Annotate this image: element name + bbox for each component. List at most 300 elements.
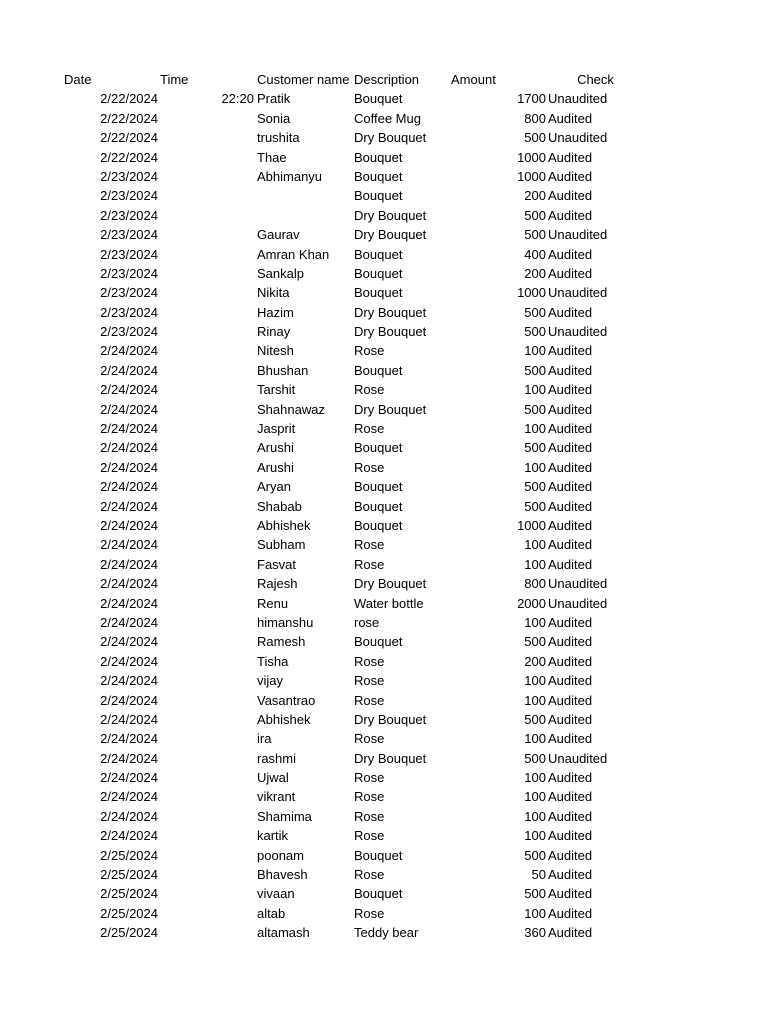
description-cell[interactable]: Bouquet (354, 634, 403, 650)
customer-name-cell[interactable]: Nikita (257, 285, 290, 301)
customer-name-cell[interactable]: Abhishek (257, 711, 311, 727)
time-cell[interactable] (160, 419, 254, 438)
description-cell[interactable]: Bouquet (354, 168, 403, 184)
time-cell[interactable] (160, 438, 254, 457)
check-cell[interactable]: Unaudited (548, 750, 608, 766)
date-cell[interactable]: 2/22/2024 (100, 130, 158, 146)
header-amount: Amount (451, 72, 496, 87)
customer-name-cell[interactable]: altab (257, 905, 286, 921)
time-cell[interactable] (160, 749, 254, 768)
description-cell[interactable]: Rose (354, 459, 385, 475)
description-cell[interactable]: Bouquet (354, 91, 403, 107)
description-cell[interactable]: Bouquet (354, 149, 403, 165)
description-cell[interactable]: Rose (354, 770, 385, 786)
check-cell[interactable]: Audited (548, 265, 593, 281)
date-cell[interactable]: 2/24/2024 (100, 828, 158, 844)
time-cell[interactable] (160, 729, 254, 748)
time-cell[interactable] (160, 380, 254, 399)
customer-name-cell[interactable]: Abhimanyu (257, 168, 323, 184)
check-cell[interactable]: Audited (548, 149, 593, 165)
header-time: Time (160, 72, 189, 87)
customer-name-cell[interactable]: Rinay (257, 324, 291, 340)
amount-cell[interactable]: 200 (524, 653, 546, 669)
amount-cell[interactable]: 500 (524, 886, 546, 902)
date-cell[interactable]: 2/25/2024 (100, 886, 158, 902)
header-check: Check (577, 72, 614, 87)
check-cell[interactable]: Audited (548, 440, 593, 456)
amount-cell[interactable]: 500 (524, 227, 546, 243)
amount-cell[interactable]: 100 (524, 731, 546, 747)
customer-name-cell[interactable] (257, 186, 352, 205)
date-cell[interactable]: 2/24/2024 (100, 711, 158, 727)
table-row (64, 535, 624, 554)
check-cell[interactable]: Audited (548, 789, 593, 805)
description-cell[interactable]: Dry Bouquet (354, 576, 427, 592)
time-cell[interactable] (160, 148, 254, 167)
customer-name-cell[interactable]: Subham (257, 537, 306, 553)
date-cell[interactable]: 2/23/2024 (100, 304, 158, 320)
customer-name-cell[interactable]: Tarshit (257, 382, 296, 398)
date-cell[interactable]: 2/24/2024 (100, 401, 158, 417)
customer-name-cell[interactable]: Shamima (257, 808, 312, 824)
description-cell[interactable]: Bouquet (354, 265, 403, 281)
amount-cell[interactable]: 500 (524, 634, 546, 650)
time-cell[interactable]: 22:20 (221, 91, 254, 107)
time-cell[interactable] (160, 768, 254, 787)
date-cell[interactable]: 2/24/2024 (100, 498, 158, 514)
check-cell[interactable]: Audited (548, 421, 593, 437)
amount-cell[interactable]: 50 (531, 867, 546, 883)
customer-name-cell[interactable]: vivaan (257, 886, 295, 902)
table-row (64, 283, 624, 302)
description-cell[interactable]: Dry Bouquet (354, 324, 427, 340)
customer-name-cell[interactable]: altamash (257, 925, 310, 941)
time-cell[interactable] (160, 826, 254, 845)
check-cell[interactable]: Unaudited (548, 130, 608, 146)
description-cell[interactable]: Dry Bouquet (354, 750, 427, 766)
date-cell[interactable]: 2/24/2024 (100, 653, 158, 669)
amount-cell[interactable]: 500 (524, 498, 546, 514)
amount-cell[interactable]: 500 (524, 362, 546, 378)
amount-cell[interactable]: 500 (524, 711, 546, 727)
time-cell[interactable] (160, 574, 254, 593)
check-cell[interactable]: Audited (548, 207, 593, 223)
amount-cell[interactable]: 500 (524, 130, 546, 146)
customer-name-cell[interactable]: Vasantrao (257, 692, 316, 708)
check-cell[interactable]: Audited (548, 634, 593, 650)
description-cell[interactable]: Rose (354, 828, 385, 844)
customer-name-cell[interactable]: Bhushan (257, 362, 309, 378)
date-cell[interactable]: 2/24/2024 (100, 789, 158, 805)
description-cell[interactable]: Dry Bouquet (354, 711, 427, 727)
check-cell[interactable]: Audited (548, 401, 593, 417)
customer-name-cell[interactable]: Thae (257, 149, 287, 165)
date-cell[interactable]: 2/24/2024 (100, 537, 158, 553)
date-cell[interactable]: 2/23/2024 (100, 324, 158, 340)
date-cell[interactable]: 2/24/2024 (100, 343, 158, 359)
check-cell[interactable]: Audited (548, 828, 593, 844)
amount-cell[interactable]: 500 (524, 304, 546, 320)
description-cell[interactable]: Rose (354, 692, 385, 708)
description-cell[interactable]: Water bottle (354, 595, 424, 611)
date-cell[interactable]: 2/23/2024 (100, 168, 158, 184)
date-cell[interactable]: 2/24/2024 (100, 692, 158, 708)
table-row (64, 477, 624, 496)
date-cell[interactable]: 2/25/2024 (100, 867, 158, 883)
customer-name-cell[interactable]: ira (257, 731, 272, 747)
customer-name-cell[interactable]: Fasvat (257, 556, 297, 572)
check-cell[interactable]: Audited (548, 479, 593, 495)
table-row (64, 671, 624, 690)
date-cell[interactable]: 2/24/2024 (100, 750, 158, 766)
date-cell[interactable]: 2/24/2024 (100, 634, 158, 650)
description-cell[interactable]: Dry Bouquet (354, 130, 427, 146)
check-cell[interactable]: Audited (548, 168, 593, 184)
check-cell[interactable]: Audited (548, 362, 593, 378)
date-cell[interactable]: 2/24/2024 (100, 808, 158, 824)
time-cell[interactable] (160, 128, 254, 147)
amount-cell[interactable]: 1000 (517, 149, 546, 165)
date-cell[interactable]: 2/22/2024 (100, 91, 158, 107)
check-cell[interactable]: Audited (548, 925, 593, 941)
description-cell[interactable]: Rose (354, 789, 385, 805)
date-cell[interactable]: 2/23/2024 (100, 246, 158, 262)
description-cell[interactable]: Dry Bouquet (354, 227, 427, 243)
date-cell[interactable]: 2/22/2024 (100, 110, 158, 126)
customer-name-cell[interactable]: trushita (257, 130, 300, 146)
time-cell[interactable] (160, 555, 254, 574)
table-row (64, 904, 624, 923)
header-description: Description (354, 72, 420, 87)
description-cell[interactable]: Rose (354, 653, 385, 669)
table-row (64, 148, 624, 167)
date-cell[interactable]: 2/24/2024 (100, 673, 158, 689)
customer-name-cell[interactable]: Gaurav (257, 227, 300, 243)
description-cell[interactable]: Bouquet (354, 362, 403, 378)
time-cell[interactable] (160, 264, 254, 283)
amount-cell[interactable]: 100 (524, 673, 546, 689)
customer-name-cell[interactable]: Ujwal (257, 770, 289, 786)
date-cell[interactable]: 2/24/2024 (100, 459, 158, 475)
amount-cell[interactable]: 100 (524, 828, 546, 844)
time-cell[interactable] (160, 283, 254, 302)
customer-name-cell[interactable]: Nitesh (257, 343, 294, 359)
check-cell[interactable]: Audited (548, 382, 593, 398)
check-cell[interactable]: Audited (548, 847, 593, 863)
date-cell[interactable]: 2/22/2024 (100, 149, 158, 165)
description-cell[interactable]: Bouquet (354, 498, 403, 514)
time-cell[interactable] (160, 613, 254, 632)
amount-cell[interactable]: 1000 (517, 285, 546, 301)
description-cell[interactable]: Bouquet (354, 517, 403, 533)
amount-cell[interactable]: 100 (524, 556, 546, 572)
description-cell[interactable]: Rose (354, 867, 385, 883)
description-cell[interactable]: Bouquet (354, 479, 403, 495)
description-cell[interactable]: Teddy bear (354, 925, 419, 941)
time-cell[interactable] (160, 361, 254, 380)
time-cell[interactable] (160, 535, 254, 554)
amount-cell[interactable]: 500 (524, 479, 546, 495)
amount-cell[interactable]: 100 (524, 614, 546, 630)
table-row (64, 884, 624, 903)
time-cell[interactable] (160, 904, 254, 923)
time-cell[interactable] (160, 497, 254, 516)
time-cell[interactable] (160, 341, 254, 360)
table-row (64, 264, 624, 283)
customer-name-cell[interactable]: Bhavesh (257, 867, 308, 883)
amount-cell[interactable]: 100 (524, 459, 546, 475)
header-customer-name: Customer name (257, 72, 350, 87)
date-cell[interactable]: 2/23/2024 (100, 207, 158, 223)
check-cell[interactable]: Audited (548, 110, 593, 126)
time-cell[interactable] (160, 245, 254, 264)
time-cell[interactable] (160, 846, 254, 865)
amount-cell[interactable]: 500 (524, 440, 546, 456)
amount-cell[interactable]: 800 (524, 576, 546, 592)
time-cell[interactable] (160, 632, 254, 651)
amount-cell[interactable]: 100 (524, 905, 546, 921)
time-cell[interactable] (160, 477, 254, 496)
time-cell[interactable] (160, 516, 254, 535)
check-cell[interactable]: Audited (548, 905, 593, 921)
amount-cell[interactable]: 100 (524, 343, 546, 359)
customer-name-cell[interactable]: Renu (257, 595, 289, 611)
table-row (64, 438, 624, 457)
date-cell[interactable]: 2/23/2024 (100, 285, 158, 301)
header-date: Date (64, 72, 92, 87)
description-cell[interactable]: Rose (354, 382, 385, 398)
description-cell[interactable]: Rose (354, 808, 385, 824)
date-cell[interactable]: 2/24/2024 (100, 479, 158, 495)
amount-cell[interactable]: 200 (524, 188, 546, 204)
table-row (64, 206, 624, 225)
amount-cell[interactable]: 400 (524, 246, 546, 262)
check-cell[interactable]: Audited (548, 886, 593, 902)
description-cell[interactable]: rose (354, 614, 380, 630)
time-cell[interactable] (160, 167, 254, 186)
customer-name-cell[interactable]: poonam (257, 847, 304, 863)
table-row (64, 768, 624, 787)
table-row (64, 167, 624, 186)
date-cell[interactable]: 2/24/2024 (100, 731, 158, 747)
description-cell[interactable]: Rose (354, 421, 385, 437)
table-row (64, 458, 624, 477)
time-cell[interactable] (160, 787, 254, 806)
description-cell[interactable]: Rose (354, 556, 385, 572)
description-cell[interactable]: Dry Bouquet (354, 207, 427, 223)
check-cell[interactable]: Unaudited (548, 91, 608, 107)
amount-cell[interactable]: 1000 (517, 168, 546, 184)
amount-cell[interactable]: 100 (524, 421, 546, 437)
date-cell[interactable]: 2/25/2024 (100, 905, 158, 921)
customer-name-cell[interactable]: himanshu (257, 614, 314, 630)
customer-name-cell[interactable]: Arushi (257, 459, 294, 475)
customer-name-cell[interactable]: Aryan (257, 479, 291, 495)
customer-name-cell[interactable]: Ramesh (257, 634, 306, 650)
date-cell[interactable]: 2/24/2024 (100, 595, 158, 611)
description-cell[interactable]: Dry Bouquet (354, 401, 427, 417)
customer-name-cell[interactable]: Jasprit (257, 421, 296, 437)
time-cell[interactable] (160, 923, 254, 942)
customer-name-cell[interactable]: Amran Khan (257, 246, 330, 262)
table-row (64, 574, 624, 593)
time-cell[interactable] (160, 303, 254, 322)
customer-name-cell[interactable]: Shabab (257, 498, 302, 514)
check-cell[interactable]: Unaudited (548, 595, 608, 611)
date-cell[interactable]: 2/24/2024 (100, 770, 158, 786)
check-cell[interactable]: Unaudited (548, 576, 608, 592)
customer-name-cell[interactable]: Sankalp (257, 265, 304, 281)
time-cell[interactable] (160, 865, 254, 884)
table-row (64, 497, 624, 516)
time-cell[interactable] (160, 206, 254, 225)
customer-name-cell[interactable]: Tisha (257, 653, 289, 669)
header-row (64, 70, 624, 89)
time-cell[interactable] (160, 710, 254, 729)
description-cell[interactable]: Rose (354, 731, 385, 747)
date-cell[interactable]: 2/24/2024 (100, 362, 158, 378)
amount-cell[interactable]: 100 (524, 692, 546, 708)
table-row (64, 322, 624, 341)
check-cell[interactable]: Audited (548, 556, 593, 572)
check-cell[interactable]: Audited (548, 808, 593, 824)
time-cell[interactable] (160, 594, 254, 613)
amount-cell[interactable]: 2000 (517, 595, 546, 611)
customer-name-cell[interactable]: Rajesh (257, 576, 298, 592)
amount-cell[interactable]: 500 (524, 401, 546, 417)
table-row (64, 652, 624, 671)
table-row (64, 613, 624, 632)
description-cell[interactable]: Bouquet (354, 440, 403, 456)
date-cell[interactable]: 2/24/2024 (100, 556, 158, 572)
customer-name-cell[interactable]: Sonia (257, 110, 291, 126)
check-cell[interactable]: Unaudited (548, 227, 608, 243)
amount-cell[interactable]: 1000 (517, 517, 546, 533)
table-row (64, 89, 624, 108)
table-row (64, 109, 624, 128)
time-cell[interactable] (160, 225, 254, 244)
amount-cell[interactable]: 500 (524, 750, 546, 766)
date-cell[interactable]: 2/24/2024 (100, 421, 158, 437)
customer-name-cell[interactable]: Shahnawaz (257, 401, 325, 417)
date-cell[interactable]: 2/24/2024 (100, 382, 158, 398)
table-row (64, 632, 624, 651)
time-cell[interactable] (160, 109, 254, 128)
check-cell[interactable]: Audited (548, 537, 593, 553)
amount-cell[interactable]: 1700 (517, 91, 546, 107)
customer-name-cell[interactable]: rashmi (257, 750, 297, 766)
check-cell[interactable]: Unaudited (548, 324, 608, 340)
amount-cell[interactable]: 100 (524, 770, 546, 786)
description-cell[interactable]: Rose (354, 537, 385, 553)
table-row (64, 516, 624, 535)
date-cell[interactable]: 2/23/2024 (100, 227, 158, 243)
description-cell[interactable]: Bouquet (354, 847, 403, 863)
check-cell[interactable]: Audited (548, 731, 593, 747)
check-cell[interactable]: Audited (548, 673, 593, 689)
amount-cell[interactable]: 800 (524, 110, 546, 126)
check-cell[interactable]: Audited (548, 614, 593, 630)
check-cell[interactable]: Audited (548, 867, 593, 883)
time-cell[interactable] (160, 322, 254, 341)
time-cell[interactable] (160, 400, 254, 419)
amount-cell[interactable]: 500 (524, 324, 546, 340)
description-cell[interactable]: Dry Bouquet (354, 304, 427, 320)
description-cell[interactable]: Bouquet (354, 188, 403, 204)
amount-cell[interactable]: 500 (524, 847, 546, 863)
amount-cell[interactable]: 100 (524, 382, 546, 398)
amount-cell[interactable]: 200 (524, 265, 546, 281)
time-cell[interactable] (160, 186, 254, 205)
table-row (64, 361, 624, 380)
customer-name-cell[interactable]: vikrant (257, 789, 296, 805)
spreadsheet-table (64, 70, 624, 943)
time-cell[interactable] (160, 807, 254, 826)
date-cell[interactable]: 2/23/2024 (100, 265, 158, 281)
table-row (64, 807, 624, 826)
check-cell[interactable]: Audited (548, 246, 593, 262)
description-cell[interactable]: Rose (354, 905, 385, 921)
time-cell[interactable] (160, 458, 254, 477)
check-cell[interactable]: Audited (548, 517, 593, 533)
table-row (64, 787, 624, 806)
check-cell[interactable]: Audited (548, 711, 593, 727)
time-cell[interactable] (160, 671, 254, 690)
customer-name-cell[interactable]: Pratik (257, 91, 291, 107)
date-cell[interactable]: 2/23/2024 (100, 188, 158, 204)
date-cell[interactable]: 2/25/2024 (100, 847, 158, 863)
description-cell[interactable]: Rose (354, 343, 385, 359)
date-cell[interactable]: 2/24/2024 (100, 614, 158, 630)
check-cell[interactable]: Audited (548, 343, 593, 359)
check-cell[interactable]: Audited (548, 770, 593, 786)
description-cell[interactable]: Bouquet (354, 285, 403, 301)
customer-name-cell[interactable]: Abhishek (257, 517, 311, 533)
description-cell[interactable]: Rose (354, 673, 385, 689)
date-cell[interactable]: 2/24/2024 (100, 517, 158, 533)
time-cell[interactable] (160, 691, 254, 710)
check-cell[interactable]: Unaudited (548, 285, 608, 301)
check-cell[interactable]: Audited (548, 498, 593, 514)
amount-cell[interactable]: 100 (524, 789, 546, 805)
description-cell[interactable]: Bouquet (354, 886, 403, 902)
amount-cell[interactable]: 500 (524, 207, 546, 223)
amount-cell[interactable]: 100 (524, 808, 546, 824)
customer-name-cell[interactable]: kartik (257, 828, 289, 844)
customer-name-cell[interactable] (257, 206, 352, 225)
amount-cell[interactable]: 100 (524, 537, 546, 553)
check-cell[interactable]: Audited (548, 304, 593, 320)
customer-name-cell[interactable]: vijay (257, 673, 284, 689)
description-cell[interactable]: Bouquet (354, 246, 403, 262)
check-cell[interactable]: Audited (548, 653, 593, 669)
date-cell[interactable]: 2/24/2024 (100, 576, 158, 592)
table-row (64, 128, 624, 147)
table-row (64, 710, 624, 729)
customer-name-cell[interactable]: Hazim (257, 304, 294, 320)
description-cell[interactable]: Coffee Mug (354, 110, 421, 126)
time-cell[interactable] (160, 652, 254, 671)
date-cell[interactable]: 2/24/2024 (100, 440, 158, 456)
customer-name-cell[interactable]: Arushi (257, 440, 294, 456)
table-row (64, 594, 624, 613)
date-cell[interactable]: 2/25/2024 (100, 925, 158, 941)
check-cell[interactable]: Audited (548, 188, 593, 204)
time-cell[interactable] (160, 884, 254, 903)
check-cell[interactable]: Audited (548, 459, 593, 475)
amount-cell[interactable]: 360 (524, 925, 546, 941)
check-cell[interactable]: Audited (548, 692, 593, 708)
